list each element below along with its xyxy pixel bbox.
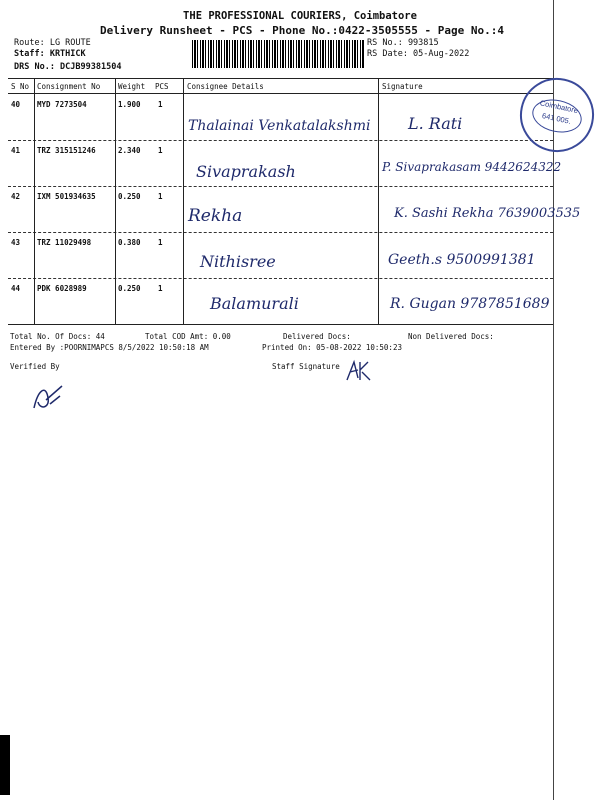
table-top-rule [8, 78, 553, 79]
row-sno: 40 [11, 100, 21, 109]
row-signature-handwritten: Geeth.s 9500991381 [388, 252, 536, 268]
row-weight: 0.380 [118, 238, 141, 247]
row-consignee-handwritten: Thalainai Venkatalakshmi [188, 118, 371, 134]
row-pcs: 1 [158, 146, 163, 155]
row-divider [8, 278, 553, 279]
row-divider [8, 140, 553, 141]
verified-by: Verified By [10, 362, 60, 371]
staff-signature-label: Staff Signature [272, 362, 340, 371]
col-divider [378, 78, 379, 324]
row-consignee-handwritten: Sivaprakash [196, 162, 296, 181]
col-header-consignment: Consignment No [37, 82, 101, 91]
row-weight: 2.340 [118, 146, 141, 155]
row-consignee-handwritten: Balamurali [210, 294, 299, 313]
col-divider [34, 78, 35, 324]
row-pcs: 1 [158, 284, 163, 293]
table-bottom-rule [8, 324, 553, 325]
rs-number: RS No.: 993815 [367, 38, 439, 48]
runsheet-subtitle: Delivery Runsheet - PCS - Phone No.:0422-3505555 - Page No.:4 [100, 24, 504, 37]
staff-label: Staff: KRTHICK [14, 49, 86, 59]
table-header-rule [8, 93, 553, 94]
entered-by: Entered By :POORNIMAPCS 8/5/2022 10:50:18 AM [10, 343, 209, 352]
barcode [192, 40, 364, 68]
col-header-sno: S No [11, 82, 30, 91]
stamp-center-text: Coimbatore 641 005. [529, 95, 585, 137]
col-header-pcs: PCS [155, 82, 169, 91]
col-divider [183, 78, 184, 324]
row-sno: 44 [11, 284, 21, 293]
row-sno: 42 [11, 192, 21, 201]
row-consignment: TRZ 315151246 [37, 146, 96, 155]
non-delivered-docs: Non Delivered Docs: [408, 332, 494, 341]
row-consignee-handwritten: Rekha [188, 206, 243, 226]
printed-on: Printed On: 05-08-2022 10:50:23 [262, 343, 402, 352]
row-signature-handwritten: K. Sashi Rekha 7639003535 [394, 206, 581, 221]
row-consignee-handwritten: Nithisree [200, 252, 276, 271]
row-weight: 1.900 [118, 100, 141, 109]
company-title: THE PROFESSIONAL COURIERS, Coimbatore [183, 10, 417, 22]
row-consignment: MYD 7273504 [37, 100, 87, 109]
row-signature-handwritten: R. Gugan 9787851689 [390, 296, 550, 312]
row-pcs: 1 [158, 100, 163, 109]
row-pcs: 1 [158, 238, 163, 247]
col-header-signature: Signature [382, 82, 423, 91]
row-consignment: TRZ 11029498 [37, 238, 92, 247]
row-consignment: PDK 6028989 [37, 284, 87, 293]
route-label: Route: LG ROUTE [14, 38, 91, 48]
verifier-initials-mark [28, 380, 68, 414]
total-cod: Total COD Amt: 0.00 [145, 332, 231, 341]
col-header-weight: Weight [118, 82, 146, 91]
col-divider [115, 78, 116, 324]
row-weight: 0.250 [118, 284, 141, 293]
row-sno: 43 [11, 238, 21, 247]
row-signature-handwritten: P. Sivaprakasam 9442624322 [382, 160, 562, 174]
delivered-docs: Delivered Docs: [283, 332, 351, 341]
row-divider [8, 232, 553, 233]
staff-initials-mark [344, 358, 374, 384]
row-sno: 41 [11, 146, 21, 155]
rs-date: RS Date: 05-Aug-2022 [367, 49, 470, 59]
scan-edge-shadow [0, 735, 10, 795]
row-divider [8, 186, 553, 187]
row-signature-handwritten: L. Rati [408, 114, 463, 133]
col-header-consignee: Consignee Details [187, 82, 264, 91]
row-pcs: 1 [158, 192, 163, 201]
total-docs: Total No. Of Docs: 44 [10, 332, 105, 341]
row-consignment: IXM 501934635 [37, 192, 96, 201]
row-weight: 0.250 [118, 192, 141, 201]
drs-number: DRS No.: DCJB99381504 [14, 62, 122, 72]
